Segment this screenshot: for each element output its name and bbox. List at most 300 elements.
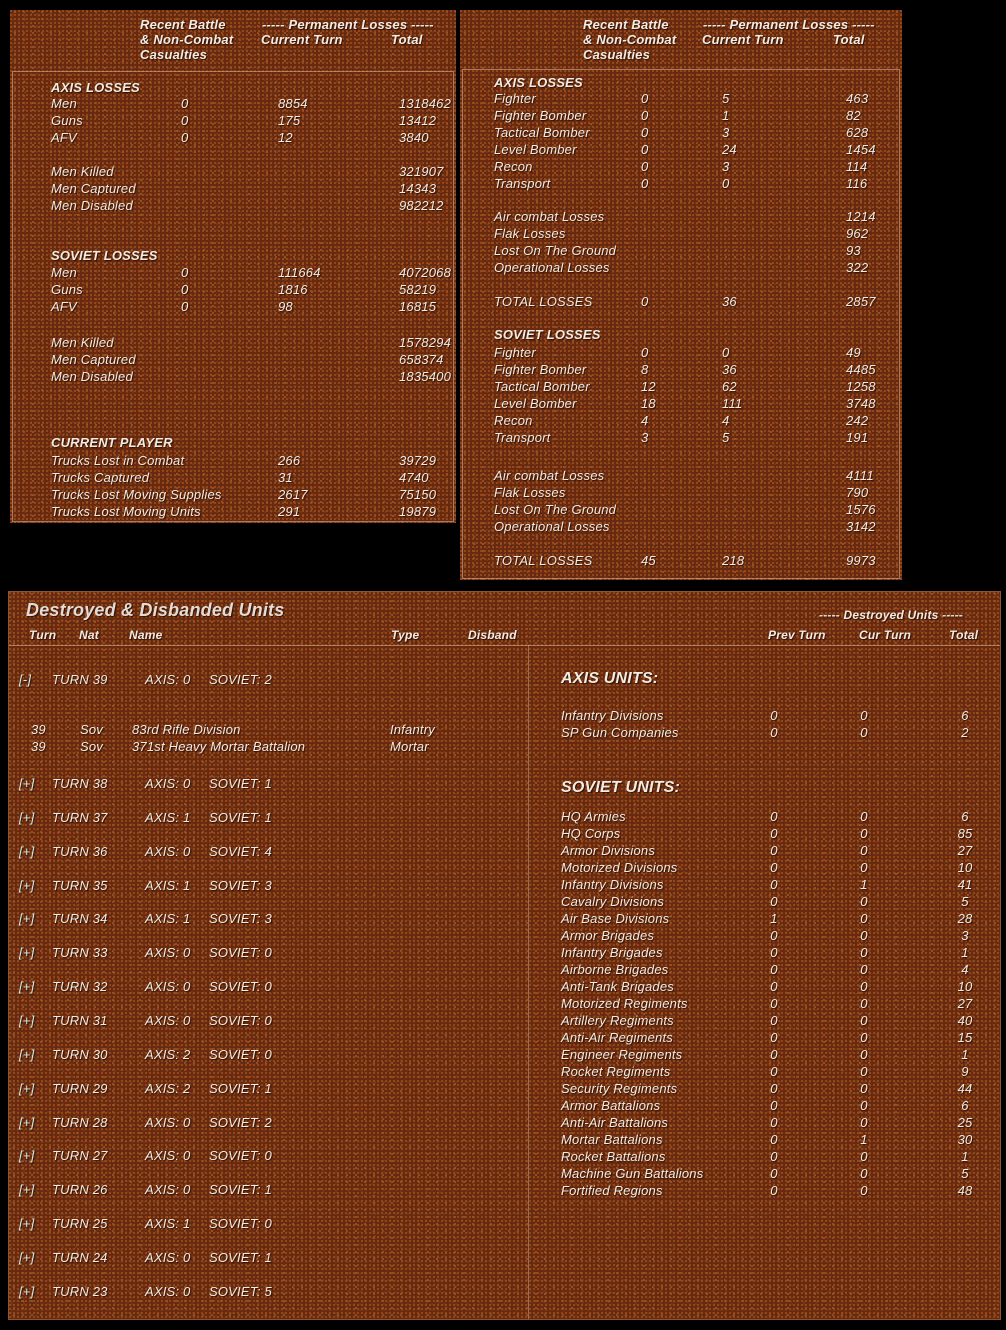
current-turn-value: 218: [722, 553, 745, 568]
loss-row: [13, 299, 453, 316]
turn-label: TURN 39: [52, 672, 108, 687]
loss-detail-row: [13, 369, 453, 386]
loss-label: TOTAL LOSSES: [494, 553, 593, 568]
column-header-permanent-losses: ----- Permanent Losses -----: [703, 17, 875, 32]
section-title-soviet-losses: SOVIET LOSSES: [494, 327, 601, 342]
current-turn-value: 31: [278, 470, 293, 485]
prev-turn-value: 0: [770, 1064, 778, 1079]
axis-count: AXIS: 0: [145, 776, 191, 791]
loss-label: Men: [51, 96, 77, 111]
axis-count: AXIS: 0: [145, 672, 191, 687]
turn-label: TURN 36: [52, 843, 108, 859]
current-turn-value: 0: [722, 176, 730, 191]
loss-label: Lost On The Ground: [494, 502, 617, 517]
total-value: 15: [957, 1030, 973, 1045]
unit-class-label: Artillery Regiments: [561, 1013, 674, 1028]
soviet-count: SOVIET: 0: [209, 979, 272, 995]
total-value: 6: [961, 1098, 969, 1113]
unit-type: Mortar: [390, 739, 429, 754]
loss-label: Trucks Lost in Combat: [51, 453, 185, 468]
destroyed-total-row: [9, 1013, 1000, 1030]
unit-turn: 39: [31, 722, 46, 737]
loss-detail-row: [463, 485, 899, 502]
expand-toggle[interactable]: [+]: [19, 809, 35, 825]
total-value: 93: [846, 243, 861, 258]
loss-label: Men Captured: [51, 352, 136, 367]
unit-nationality: Sov: [80, 739, 104, 754]
current-turn-value: 1: [722, 108, 730, 123]
expand-toggle[interactable]: [+]: [19, 1250, 35, 1266]
turn-label: TURN 33: [52, 945, 108, 961]
total-value: 4485: [846, 362, 876, 377]
total-value: 41: [957, 877, 973, 892]
prev-turn-value: 0: [770, 996, 778, 1011]
destroyed-total-row: [9, 894, 1000, 911]
axis-count: AXIS: 0: [145, 1114, 191, 1130]
soviet-count: SOVIET: 1: [209, 1250, 272, 1266]
axis-count: AXIS: 2: [145, 1080, 191, 1096]
current-turn-value: 8854: [278, 96, 308, 111]
total-value: 1: [961, 945, 969, 960]
total-value: 10: [957, 979, 973, 994]
expand-toggle[interactable]: [+]: [19, 911, 35, 927]
soviet-count: SOVIET: 3: [209, 911, 272, 927]
ground-losses-table: [12, 71, 454, 522]
axis-count: AXIS: 2: [145, 1046, 191, 1062]
total-value: 322: [846, 260, 869, 275]
destroyed-total-row: [9, 911, 1000, 928]
section-title-soviet-losses: SOVIET LOSSES: [51, 248, 158, 263]
prev-turn-value: 0: [770, 843, 778, 858]
aircraft-loss-row: [463, 125, 899, 142]
recent-value: 4: [641, 413, 649, 428]
prev-turn-value: 0: [770, 962, 778, 977]
prev-turn-value: 0: [770, 860, 778, 875]
destroyed-total-row: [9, 1081, 1000, 1098]
section-title-axis-losses: AXIS LOSSES: [494, 75, 583, 90]
loss-label: Air combat Losses: [494, 209, 605, 224]
recent-value: 0: [641, 91, 649, 106]
aircraft-loss-row: [463, 396, 899, 413]
turn-label: TURN 28: [52, 1114, 108, 1130]
unit-class-label: Rocket Regiments: [561, 1064, 671, 1079]
destroyed-total-row: [9, 1098, 1000, 1115]
cur-turn-value: 1: [860, 1132, 868, 1147]
loss-label: Level Bomber: [494, 396, 577, 411]
total-value: 6: [961, 708, 969, 723]
expand-toggle[interactable]: [+]: [19, 776, 35, 791]
loss-label: Men: [51, 265, 77, 280]
total-value: 85: [957, 826, 973, 841]
turn-label: TURN 34: [52, 911, 108, 927]
unit-name: 371st Heavy Mortar Battalion: [132, 739, 306, 754]
recent-value: 0: [641, 142, 649, 157]
total-value: 116: [846, 176, 868, 191]
turn-label: TURN 32: [52, 979, 108, 995]
ground-losses-panel: [10, 10, 456, 523]
turn-label: TURN 29: [52, 1080, 108, 1096]
expand-toggle[interactable]: [+]: [19, 1046, 35, 1062]
prev-turn-value: 0: [770, 945, 778, 960]
loss-detail-row: [463, 519, 899, 536]
total-value: 14343: [399, 181, 437, 196]
loss-row: [13, 265, 453, 282]
axis-count: AXIS: 0: [145, 1013, 191, 1029]
axis-count: AXIS: 0: [145, 1148, 191, 1164]
loss-detail-row: [13, 335, 453, 352]
current-turn-value: 3: [722, 125, 730, 140]
prev-turn-value: 0: [770, 1081, 778, 1096]
total-value: 3748: [846, 396, 876, 411]
total-value: 27: [957, 843, 973, 858]
recent-value: 0: [181, 130, 189, 145]
cur-turn-value: 0: [860, 1149, 868, 1164]
recent-value: 12: [641, 379, 656, 394]
loss-label: AFV: [51, 130, 77, 145]
cur-turn-value: 0: [860, 1183, 868, 1198]
aircraft-loss-row: [463, 176, 899, 193]
column-header-name: Name: [129, 628, 163, 642]
loss-label: Trucks Captured: [51, 470, 150, 485]
air-losses-panel: [460, 10, 902, 580]
recent-value: 0: [641, 159, 649, 174]
column-header-cur-turn: Cur Turn: [859, 628, 912, 642]
loss-label: Recon: [494, 159, 533, 174]
cur-turn-value: 0: [860, 860, 868, 875]
recent-value: 45: [641, 553, 656, 568]
unit-class-label: Infantry Divisions: [561, 877, 664, 892]
turn-label: TURN 26: [52, 1182, 108, 1198]
section-title-current-player: CURRENT PLAYER: [51, 435, 173, 450]
cur-turn-value: 0: [860, 1013, 868, 1028]
current-turn-value: 98: [278, 299, 293, 314]
total-value: 2: [961, 725, 969, 740]
turn-group-row[interactable]: [9, 1216, 528, 1250]
total-value: 49: [846, 345, 861, 360]
unit-class-label: Armor Battalions: [561, 1098, 661, 1113]
loss-label: Men Disabled: [51, 369, 133, 384]
loss-label: Trucks Lost Moving Units: [51, 504, 201, 519]
loss-label: Guns: [51, 282, 83, 297]
turn-label: TURN 23: [52, 1283, 108, 1299]
soviet-count: SOVIET: 1: [209, 1182, 272, 1198]
loss-row: [13, 113, 453, 130]
column-header-total: Total: [391, 32, 423, 47]
total-value: 242: [846, 413, 869, 428]
truck-loss-row: [13, 504, 453, 521]
loss-label: Transport: [494, 176, 551, 191]
unit-type: Infantry: [390, 722, 435, 737]
expand-toggle[interactable]: [+]: [19, 877, 35, 893]
cur-turn-value: 0: [860, 894, 868, 909]
section-title-axis-losses: AXIS LOSSES: [51, 80, 140, 95]
turn-group-row-expanded[interactable]: [9, 672, 528, 706]
unit-class-label: Mortar Battalions: [561, 1132, 663, 1147]
total-value: 658374: [399, 352, 444, 367]
expand-toggle[interactable]: [+]: [19, 1013, 35, 1029]
prev-turn-value: 0: [770, 708, 778, 723]
soviet-count: SOVIET: 5: [209, 1283, 272, 1299]
destroyed-total-row: [9, 1166, 1000, 1183]
axis-count: AXIS: 1: [145, 877, 191, 893]
axis-total-losses-row: [463, 294, 899, 311]
column-header-disband: Disband: [468, 628, 517, 642]
unit-nationality: Sov: [80, 722, 104, 737]
cur-turn-value: 0: [860, 979, 868, 994]
expand-toggle[interactable]: [+]: [19, 1148, 35, 1164]
loss-label: Men Captured: [51, 181, 136, 196]
loss-label: Guns: [51, 113, 83, 128]
loss-row: [13, 96, 453, 113]
cur-turn-value: 0: [860, 725, 868, 740]
unit-class-label: SP Gun Companies: [561, 725, 679, 740]
total-value: 3840: [399, 130, 429, 145]
expand-toggle[interactable]: [+]: [19, 1182, 35, 1198]
total-value: 44: [957, 1081, 973, 1096]
unit-class-label: Armor Divisions: [561, 843, 656, 858]
column-header-type: Type: [391, 628, 420, 642]
total-value: 3142: [846, 519, 876, 534]
total-value: 1318462: [399, 96, 452, 111]
total-value: 5: [961, 894, 969, 909]
cur-turn-value: 0: [860, 1081, 868, 1096]
recent-value: 0: [641, 294, 649, 309]
unit-class-label: Fortified Regions: [561, 1183, 663, 1198]
loss-detail-row: [463, 502, 899, 519]
expand-toggle[interactable]: [+]: [19, 945, 35, 961]
destroyed-total-row: [9, 1047, 1000, 1064]
axis-count: AXIS: 0: [145, 945, 191, 961]
collapse-toggle[interactable]: [-]: [19, 672, 32, 687]
prev-turn-value: 0: [770, 894, 778, 909]
soviet-count: SOVIET: 0: [209, 1046, 272, 1062]
total-value: 628: [846, 125, 869, 140]
total-value: 27: [957, 996, 973, 1011]
prev-turn-value: 0: [770, 979, 778, 994]
loss-label: Fighter: [494, 91, 536, 106]
recent-value: 0: [181, 282, 189, 297]
axis-count: AXIS: 1: [145, 911, 191, 927]
header-divider: [9, 645, 1000, 646]
column-header-current-turn: Current Turn: [702, 32, 784, 47]
soviet-count: SOVIET: 1: [209, 776, 272, 791]
cur-turn-value: 0: [860, 911, 868, 926]
turn-label: TURN 24: [52, 1250, 108, 1266]
current-turn-value: 5: [722, 91, 730, 106]
total-value: 40: [957, 1013, 973, 1028]
column-header-current-turn: Current Turn: [261, 32, 343, 47]
soviet-count: SOVIET: 1: [209, 809, 272, 825]
expand-toggle[interactable]: [+]: [19, 1283, 35, 1299]
axis-count: AXIS: 0: [145, 1250, 191, 1266]
total-value: 9: [961, 1064, 969, 1079]
cur-turn-value: 0: [860, 1115, 868, 1130]
destroyed-total-row: [9, 996, 1000, 1013]
total-value: 1: [961, 1149, 969, 1164]
soviet-count: SOVIET: 0: [209, 1013, 272, 1029]
total-value: 962: [846, 226, 869, 241]
destroyed-total-row: [9, 1183, 1000, 1200]
recent-value: 0: [641, 125, 649, 140]
cur-turn-value: 0: [860, 826, 868, 841]
cur-turn-value: 0: [860, 996, 868, 1011]
current-turn-value: 3: [722, 159, 730, 174]
destroyed-total-row: [9, 928, 1000, 945]
expand-toggle[interactable]: [+]: [19, 1080, 35, 1096]
turn-label: TURN 27: [52, 1148, 108, 1164]
cur-turn-value: 0: [860, 928, 868, 943]
prev-turn-value: 0: [770, 826, 778, 841]
turn-label: TURN 25: [52, 1216, 108, 1232]
unit-class-label: Infantry Divisions: [561, 708, 664, 723]
total-value: 75150: [399, 487, 437, 502]
prev-turn-value: 0: [770, 725, 778, 740]
column-header-recent-battle: Recent Battle & Non-Combat Casualties: [583, 17, 677, 62]
recent-value: 0: [181, 265, 189, 280]
turn-label: TURN 31: [52, 1013, 108, 1029]
soviet-count: SOVIET: 2: [209, 672, 272, 687]
turn-label: TURN 30: [52, 1046, 108, 1062]
loss-label: Operational Losses: [494, 260, 610, 275]
aircraft-loss-row: [463, 379, 899, 396]
truck-loss-row: [13, 453, 453, 470]
axis-count: AXIS: 1: [145, 1216, 191, 1232]
air-losses-table: [462, 69, 900, 579]
axis-count: AXIS: 0: [145, 1182, 191, 1198]
total-value: 4740: [399, 470, 429, 485]
axis-count: AXIS: 1: [145, 809, 191, 825]
expand-toggle[interactable]: [+]: [19, 1114, 35, 1130]
aircraft-loss-row: [463, 159, 899, 176]
unit-class-label: Engineer Regiments: [561, 1047, 683, 1062]
column-header-nat: Nat: [79, 628, 99, 642]
cur-turn-value: 0: [860, 708, 868, 723]
destroyed-total-row: [9, 725, 1000, 742]
destroyed-total-row: [9, 1030, 1000, 1047]
column-header-turn: Turn: [29, 628, 57, 642]
destroyed-total-row: [9, 979, 1000, 996]
destroyed-total-row: [9, 962, 1000, 979]
total-value: 4072068: [399, 265, 452, 280]
turn-group-row[interactable]: [9, 776, 528, 810]
loss-label: Lost On The Ground: [494, 243, 617, 258]
prev-turn-value: 0: [770, 1013, 778, 1028]
column-header-recent-battle: Recent Battle & Non-Combat Casualties: [140, 17, 234, 62]
cur-turn-value: 0: [860, 1030, 868, 1045]
current-turn-value: 24: [722, 142, 737, 157]
recent-value: 0: [641, 345, 649, 360]
loss-row: [13, 282, 453, 299]
total-value: 1835400: [399, 369, 452, 384]
total-value: 9973: [846, 553, 876, 568]
loss-label: Fighter Bomber: [494, 108, 587, 123]
current-turn-value: 36: [722, 294, 737, 309]
loss-detail-row: [463, 226, 899, 243]
loss-label: Recon: [494, 413, 533, 428]
column-header-prev-turn: Prev Turn: [768, 628, 826, 642]
recent-value: 0: [641, 108, 649, 123]
current-turn-value: 36: [722, 362, 737, 377]
loss-detail-row: [13, 198, 453, 215]
total-value: 39729: [399, 453, 437, 468]
unit-class-label: Infantry Brigades: [561, 945, 663, 960]
loss-label: Transport: [494, 430, 551, 445]
aircraft-loss-row: [463, 108, 899, 125]
turn-group-row[interactable]: [9, 1284, 528, 1318]
current-turn-value: 4: [722, 413, 730, 428]
total-value: 4111: [846, 468, 874, 483]
prev-turn-value: 0: [770, 1030, 778, 1045]
total-value: 1214: [846, 209, 876, 224]
cur-turn-value: 0: [860, 1064, 868, 1079]
total-value: 58219: [399, 282, 437, 297]
turn-label: TURN 35: [52, 877, 108, 893]
turn-group-row[interactable]: [9, 1250, 528, 1284]
recent-value: 0: [181, 299, 189, 314]
unit-turn: 39: [31, 739, 46, 754]
soviet-count: SOVIET: 0: [209, 1148, 272, 1164]
unit-class-label: Anti-Tank Brigades: [561, 979, 674, 994]
loss-detail-row: [463, 260, 899, 277]
total-value: 114: [846, 159, 868, 174]
unit-class-label: Armor Brigades: [561, 928, 655, 943]
recent-value: 18: [641, 396, 656, 411]
destroyed-total-row: [9, 809, 1000, 826]
destroyed-disbanded-panel: [8, 591, 1001, 1320]
loss-detail-row: [13, 164, 453, 181]
total-value: 790: [846, 485, 869, 500]
current-turn-value: 12: [278, 130, 293, 145]
total-value: 13412: [399, 113, 437, 128]
truck-loss-row: [13, 487, 453, 504]
current-turn-value: 5: [722, 430, 730, 445]
unit-class-label: Security Regiments: [561, 1081, 678, 1096]
total-value: 16815: [399, 299, 437, 314]
expand-toggle[interactable]: [+]: [19, 979, 35, 995]
aircraft-loss-row: [463, 345, 899, 362]
loss-label: Level Bomber: [494, 142, 577, 157]
current-turn-value: 291: [278, 504, 301, 519]
destroyed-units-header: ----- Destroyed Units -----: [819, 608, 964, 622]
expand-toggle[interactable]: [+]: [19, 843, 35, 859]
expand-toggle[interactable]: [+]: [19, 1216, 35, 1232]
page-title: Destroyed & Disbanded Units: [26, 600, 285, 620]
destroyed-total-row: [9, 1115, 1000, 1132]
total-value: 2857: [846, 294, 876, 309]
total-value: 4: [961, 962, 969, 977]
recent-value: 3: [641, 430, 649, 445]
section-title-axis-units: AXIS UNITS:: [561, 670, 659, 687]
loss-detail-row: [13, 352, 453, 369]
column-header-total: Total: [949, 628, 979, 642]
loss-label: Fighter Bomber: [494, 362, 587, 377]
total-value: 6: [961, 809, 969, 824]
soviet-count: SOVIET: 0: [209, 1216, 272, 1232]
loss-label: Men Killed: [51, 164, 114, 179]
unit-class-label: Motorized Divisions: [561, 860, 678, 875]
prev-turn-value: 0: [770, 877, 778, 892]
section-title-soviet-units: SOVIET UNITS:: [561, 779, 681, 796]
unit-class-label: Motorized Regiments: [561, 996, 688, 1011]
prev-turn-value: 0: [770, 1132, 778, 1147]
loss-label: Tactical Bomber: [494, 379, 590, 394]
unit-class-label: Rocket Battalions: [561, 1149, 666, 1164]
destroyed-total-row: [9, 843, 1000, 860]
soviet-total-losses-row: [463, 553, 899, 570]
prev-turn-value: 0: [770, 1098, 778, 1113]
total-value: 1578294: [399, 335, 452, 350]
total-value: 5: [961, 1166, 969, 1181]
